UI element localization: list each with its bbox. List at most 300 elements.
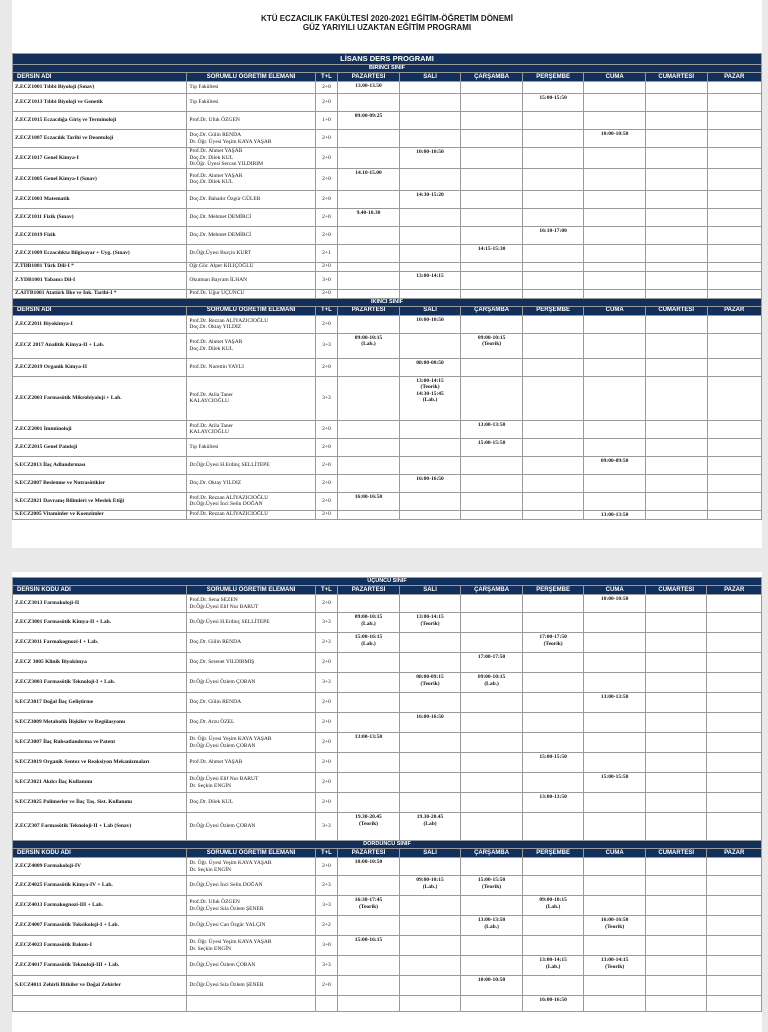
time-slot bbox=[645, 976, 707, 996]
credit-tl: 2+2 bbox=[315, 916, 338, 936]
time-slot bbox=[461, 633, 523, 653]
time-slot-line: 10:00-10:50 bbox=[354, 859, 383, 865]
time-slot-line: 9.40-10.30 bbox=[356, 209, 381, 216]
time-slot bbox=[584, 271, 646, 289]
time-slot-line: 09:00-10:15 bbox=[477, 674, 506, 680]
time-slot bbox=[399, 976, 461, 996]
course-row bbox=[13, 148, 762, 169]
time-slot bbox=[338, 876, 400, 896]
time-slot bbox=[338, 793, 400, 813]
instructor-name: Dr.Öğr.Üyesi Sıla Özlem ŞENER bbox=[189, 905, 264, 912]
instructor-name: Prof.Dr. Sena SEZEN bbox=[189, 597, 238, 603]
time-slot bbox=[338, 208, 400, 226]
time-slot bbox=[461, 82, 523, 94]
time-slot bbox=[584, 190, 646, 208]
course-name: Z.ECZ1007 Eczacılık Tarihi ve Deontoloji bbox=[13, 130, 187, 148]
time-slot bbox=[707, 793, 762, 813]
time-slot bbox=[707, 492, 762, 510]
course-row bbox=[13, 226, 762, 244]
time-slot bbox=[522, 936, 584, 956]
time-slot bbox=[461, 358, 523, 376]
time-slot-line: 14.10-15.00 bbox=[355, 169, 382, 176]
time-slot bbox=[461, 262, 523, 271]
course-row bbox=[13, 208, 762, 226]
time-slot bbox=[584, 456, 646, 474]
time-slot bbox=[461, 112, 523, 130]
instructor-name: Prof.Dr. Ahmet YAŞAR bbox=[189, 148, 243, 154]
time-slot bbox=[338, 438, 400, 456]
time-slot bbox=[399, 271, 461, 289]
header-day: CUMARTESİ bbox=[645, 586, 707, 595]
instructor-cell bbox=[187, 876, 315, 896]
time-slot bbox=[645, 753, 707, 773]
time-slot-line: 10:00-10:50 bbox=[600, 131, 629, 137]
time-slot bbox=[461, 333, 523, 358]
course-name: Z.ECZ1001 Tıbbi Biyoloji (Sınav) bbox=[13, 82, 187, 94]
time-slot-line: 09:00-10:15 bbox=[354, 614, 383, 620]
time-slot bbox=[338, 976, 400, 996]
instructor-name: Doç.Dr. Serenet YILDIRMIŞ bbox=[189, 659, 255, 666]
section-title: İKİNCİ SINIF bbox=[13, 298, 762, 306]
time-slot bbox=[584, 168, 646, 190]
instructor-name: Dr.Öğr.Üyesi Özlem ÇOBAN bbox=[189, 679, 256, 686]
course-name: Z.ECZ4007 Farmasötik Toksikoloji-I + Lab. bbox=[13, 916, 187, 936]
time-slot bbox=[522, 244, 584, 262]
credit-tl: 2+0 bbox=[315, 226, 338, 244]
time-slot bbox=[338, 226, 400, 244]
schedule-table-top bbox=[12, 53, 762, 520]
course-name: Z.ECZ4025 Farmasötik Kimya-IV + Lab. bbox=[13, 876, 187, 896]
instructor-name: Dr.Öğr.Üyesi Özlem ÇOBAN bbox=[189, 823, 256, 830]
time-slot bbox=[645, 733, 707, 753]
credit-tl: 2+0 bbox=[315, 510, 338, 519]
time-slot bbox=[584, 148, 646, 169]
course-name: S.ECZ3025 Polimerler ve İlaç Taş. Sist. Kullanımı bbox=[13, 793, 187, 813]
time-slot bbox=[338, 936, 400, 956]
time-slot bbox=[707, 595, 762, 613]
instructor-name: Dr.Öğr. Üyesi Sercan YILDIRIM bbox=[189, 161, 263, 167]
instructor-name: Prof.Dr. Nurettin YAYLI bbox=[189, 363, 244, 370]
course-row bbox=[13, 420, 762, 438]
time-slot bbox=[399, 673, 461, 693]
time-slot bbox=[584, 333, 646, 358]
time-slot bbox=[338, 376, 400, 420]
credit-tl: 2+0 bbox=[315, 420, 338, 438]
course-row bbox=[13, 244, 762, 262]
time-slot bbox=[338, 148, 400, 169]
header-day: SALI bbox=[399, 849, 461, 858]
credit-tl: 2+0 bbox=[315, 190, 338, 208]
time-slot bbox=[707, 813, 762, 841]
credit-tl: 2+1 bbox=[315, 244, 338, 262]
time-slot bbox=[399, 858, 461, 876]
time-slot bbox=[338, 996, 400, 1012]
instructor-cell bbox=[187, 916, 315, 936]
time-slot bbox=[707, 613, 762, 633]
time-slot bbox=[461, 653, 523, 673]
time-slot bbox=[338, 773, 400, 793]
time-slot-line: (Teorik) bbox=[358, 820, 378, 827]
header-day: CUMARTESİ bbox=[645, 73, 707, 82]
time-slot-line: (Lab.) bbox=[361, 341, 376, 347]
time-slot bbox=[707, 896, 762, 916]
time-slot bbox=[584, 112, 646, 130]
time-slot bbox=[522, 733, 584, 753]
time-slot bbox=[522, 438, 584, 456]
time-slot bbox=[645, 289, 707, 298]
time-slot-line: 13.00-13.50 bbox=[355, 83, 382, 89]
credit-tl: 2+0 bbox=[315, 858, 338, 876]
instructor-cell bbox=[187, 190, 315, 208]
credit-tl: 2+0 bbox=[315, 773, 338, 793]
document-title-line-1: KTÜ ECZACILIK FAKÜLTESİ 2020-2021 EĞİTİM-ÖĞRETİM DÖNEMİ bbox=[261, 14, 513, 23]
credit-tl: 2+0 bbox=[315, 94, 338, 112]
course-row bbox=[13, 916, 762, 936]
course-name: Z.ECZ4009 Farmakoloji-IV bbox=[13, 858, 187, 876]
time-slot-line: (Teorik) bbox=[358, 903, 378, 910]
time-slot-line: 16:00-16:50 bbox=[539, 997, 567, 1003]
instructor-name: Doç.Dr. Dilek KUL bbox=[189, 345, 234, 352]
time-slot bbox=[645, 693, 707, 713]
time-slot-line: 13:00-14:15 bbox=[416, 272, 444, 279]
course-row bbox=[13, 289, 762, 298]
course-name: Z.AITB1001 Atatürk İlke ve İnk. Tarihi-I * bbox=[13, 289, 187, 298]
time-slot bbox=[399, 289, 461, 298]
time-slot bbox=[645, 773, 707, 793]
time-slot bbox=[461, 148, 523, 169]
time-slot bbox=[338, 896, 400, 916]
time-slot bbox=[461, 595, 523, 613]
course-name: Z.ECZ1015 Eczacılığa Giriş ve Terminoloji bbox=[13, 112, 187, 130]
time-slot bbox=[399, 916, 461, 936]
column-header-row bbox=[13, 73, 762, 82]
instructor-name: Dr.Öğr.Üyesi Can Özgür YALÇIN bbox=[189, 922, 266, 929]
course-row bbox=[13, 510, 762, 519]
instructor-cell bbox=[187, 208, 315, 226]
time-slot bbox=[522, 148, 584, 169]
time-slot bbox=[707, 333, 762, 358]
credit-tl: 2+0 bbox=[315, 358, 338, 376]
time-slot bbox=[707, 82, 762, 94]
instructor-cell bbox=[187, 492, 315, 510]
time-slot bbox=[522, 633, 584, 653]
course-row bbox=[13, 633, 762, 653]
header-day: PAZARTESİ bbox=[338, 586, 400, 595]
time-slot bbox=[645, 358, 707, 376]
time-slot bbox=[645, 633, 707, 653]
time-slot bbox=[461, 753, 523, 773]
time-slot-line: (Teorik) bbox=[420, 620, 440, 627]
time-slot bbox=[584, 733, 646, 753]
time-slot bbox=[522, 673, 584, 693]
time-slot-line: (Lab.) bbox=[422, 883, 438, 890]
time-slot-line: (Lab.) bbox=[361, 620, 376, 627]
course-name: S.ECZ3009 Metabolik İlişkiler ve Regülasyonu bbox=[13, 713, 187, 733]
course-row bbox=[13, 438, 762, 456]
instructor-cell bbox=[187, 333, 315, 358]
column-header-row bbox=[13, 849, 762, 858]
instructor-cell bbox=[187, 613, 315, 633]
course-row bbox=[13, 82, 762, 94]
instructor-name: Doç.Dr. Arzu ÖZEL bbox=[189, 719, 235, 726]
time-slot bbox=[522, 208, 584, 226]
header-day: PAZAR bbox=[707, 849, 762, 858]
time-slot bbox=[645, 112, 707, 130]
time-slot bbox=[399, 262, 461, 271]
time-slot bbox=[522, 976, 584, 996]
time-slot bbox=[338, 190, 400, 208]
time-slot bbox=[522, 858, 584, 876]
time-slot bbox=[707, 262, 762, 271]
time-slot-line: 09:00-09:50 bbox=[600, 457, 629, 464]
instructor-cell bbox=[187, 358, 315, 376]
credit-tl: 2+0 bbox=[315, 713, 338, 733]
time-slot bbox=[461, 858, 523, 876]
credit-tl: 3+3 bbox=[315, 896, 338, 916]
credit-tl: 2+0 bbox=[315, 208, 338, 226]
header-course: DERSİN ADI bbox=[13, 306, 187, 315]
section-band bbox=[13, 841, 762, 849]
time-slot bbox=[399, 333, 461, 358]
course-row bbox=[13, 168, 762, 190]
time-slot bbox=[338, 858, 400, 876]
time-slot bbox=[399, 733, 461, 753]
time-slot bbox=[645, 956, 707, 976]
time-slot bbox=[584, 492, 646, 510]
header-tl: T+L bbox=[315, 306, 338, 315]
instructor-name: Dr. Öğr. Üyesi Yeşim KAYA YAŞAR bbox=[189, 860, 272, 866]
time-slot bbox=[522, 333, 584, 358]
instructor-name: Okutman Bayram İLHAN bbox=[189, 276, 248, 283]
time-slot bbox=[707, 190, 762, 208]
time-slot bbox=[707, 858, 762, 876]
header-day: PERŞEMBE bbox=[522, 306, 584, 315]
time-slot bbox=[584, 896, 646, 916]
time-slot bbox=[399, 94, 461, 112]
time-slot bbox=[645, 653, 707, 673]
time-slot bbox=[461, 733, 523, 753]
time-slot bbox=[584, 94, 646, 112]
time-slot bbox=[399, 492, 461, 510]
instructor-cell bbox=[187, 673, 315, 693]
header-day: PAZARTESİ bbox=[338, 73, 400, 82]
time-slot bbox=[522, 713, 584, 733]
instructor-cell bbox=[187, 793, 315, 813]
time-slot bbox=[522, 420, 584, 438]
credit-tl: 1+0 bbox=[315, 112, 338, 130]
time-slot bbox=[645, 262, 707, 271]
course-row bbox=[13, 896, 762, 916]
course-name: Z.ECZ2019 Organik Kimya-II bbox=[13, 358, 187, 376]
time-slot bbox=[522, 793, 584, 813]
program-title: LİSANS DERS PROGRAMI bbox=[13, 54, 762, 65]
time-slot bbox=[461, 456, 523, 474]
time-slot bbox=[584, 713, 646, 733]
time-slot bbox=[461, 936, 523, 956]
instructor-cell bbox=[187, 456, 315, 474]
time-slot bbox=[645, 271, 707, 289]
instructor-cell bbox=[187, 693, 315, 713]
time-slot-line: 15:00-15:50 bbox=[539, 754, 567, 760]
course-name: Z.ECZ4023 Farmasötik Bakım-I bbox=[13, 936, 187, 956]
time-slot-line: 13:00-13:50 bbox=[354, 734, 383, 740]
time-slot bbox=[399, 112, 461, 130]
course-row bbox=[13, 773, 762, 793]
time-slot bbox=[399, 82, 461, 94]
time-slot-line: (Lab) bbox=[423, 820, 437, 827]
course-name: S.ECZ4011 Zehirli Bitkiler ve Doğal Zehirler bbox=[13, 976, 187, 996]
time-slot bbox=[338, 956, 400, 976]
course-row bbox=[13, 858, 762, 876]
time-slot-line: 16:10-17:00 bbox=[539, 227, 567, 234]
time-slot bbox=[522, 168, 584, 190]
time-slot bbox=[707, 474, 762, 492]
time-slot-line: 15:00-15:50 bbox=[539, 95, 567, 101]
time-slot bbox=[461, 474, 523, 492]
time-slot bbox=[707, 713, 762, 733]
header-day: PAZAR bbox=[707, 73, 762, 82]
time-slot bbox=[645, 858, 707, 876]
time-slot-line: (Lab.) bbox=[361, 640, 376, 647]
time-slot bbox=[584, 226, 646, 244]
course-name: Z.ECZ1013 Tıbbi Biyoloji ve Genetik bbox=[13, 94, 187, 112]
course-row bbox=[13, 613, 762, 633]
credit-tl: 2+0 bbox=[315, 733, 338, 753]
course-row bbox=[13, 996, 762, 1012]
time-slot bbox=[461, 693, 523, 713]
time-slot bbox=[338, 420, 400, 438]
column-header-row bbox=[13, 306, 762, 315]
instructor-cell bbox=[187, 595, 315, 613]
credit-tl: 2+0 bbox=[315, 438, 338, 456]
time-slot bbox=[522, 813, 584, 841]
time-slot bbox=[645, 130, 707, 148]
time-slot-line: (Lab.) bbox=[545, 963, 561, 970]
time-slot bbox=[522, 456, 584, 474]
credit-tl: 2+3 bbox=[315, 633, 338, 653]
credit-tl: 2+0 bbox=[315, 262, 338, 271]
time-slot-line: 15:00-15:50 bbox=[477, 877, 506, 883]
time-slot bbox=[338, 94, 400, 112]
time-slot-line: 13:00-13:50 bbox=[600, 694, 629, 700]
time-slot bbox=[338, 168, 400, 190]
section-band bbox=[13, 298, 762, 306]
time-slot bbox=[707, 673, 762, 693]
time-slot bbox=[645, 613, 707, 633]
time-slot bbox=[584, 773, 646, 793]
instructor-cell bbox=[187, 226, 315, 244]
time-slot bbox=[338, 595, 400, 613]
time-slot bbox=[522, 262, 584, 271]
header-day: PERŞEMBE bbox=[522, 73, 584, 82]
time-slot-line: (Lab.) bbox=[422, 397, 438, 403]
instructor-cell bbox=[187, 773, 315, 793]
credit-tl: 3+3 bbox=[315, 813, 338, 841]
time-slot bbox=[399, 876, 461, 896]
time-slot-line: 10:00-10:50 bbox=[477, 977, 506, 983]
instructor-cell bbox=[187, 976, 315, 996]
time-slot bbox=[338, 271, 400, 289]
time-slot bbox=[461, 916, 523, 936]
time-slot-line: 09:00-09:25 bbox=[354, 113, 383, 119]
time-slot bbox=[399, 148, 461, 169]
time-slot bbox=[338, 130, 400, 148]
header-course: DERSİN KODU ADI bbox=[13, 849, 187, 858]
course-row bbox=[13, 333, 762, 358]
course-row bbox=[13, 713, 762, 733]
time-slot bbox=[522, 613, 584, 633]
time-slot-line: 16:00-16:50 bbox=[416, 714, 444, 720]
time-slot-line: 15:00-15:50 bbox=[600, 774, 629, 780]
section-title: DÖRDÜNCÜ SINIF bbox=[13, 841, 762, 849]
course-name: Z.ECZ 2017 Analitik Kimya-II + Lab. bbox=[13, 333, 187, 358]
instructor-name: Tıp Fakültesi bbox=[189, 99, 219, 106]
title-block bbox=[12, 14, 762, 32]
course-row bbox=[13, 733, 762, 753]
time-slot bbox=[522, 996, 584, 1012]
time-slot-line: 10:00-10:50 bbox=[600, 596, 629, 602]
time-slot bbox=[645, 876, 707, 896]
course-row bbox=[13, 673, 762, 693]
time-slot bbox=[461, 510, 523, 519]
time-slot-line: 15:00-16:15 bbox=[354, 634, 383, 640]
time-slot bbox=[461, 130, 523, 148]
course-name: Z.ECZ2015 Genel Patoloji bbox=[13, 438, 187, 456]
instructor-cell bbox=[187, 94, 315, 112]
instructor-name: Prof.Dr. Ufuk ÖZGEN bbox=[189, 899, 240, 905]
course-name: Z.ECZ1003 Matematik bbox=[13, 190, 187, 208]
header-day: ÇARŞAMBA bbox=[461, 849, 523, 858]
instructor-name: Doç.Dr. Dilek KUL bbox=[189, 179, 234, 185]
instructor-cell bbox=[187, 271, 315, 289]
time-slot bbox=[522, 773, 584, 793]
course-name: S.ECZ3007 İlaç Ruhsatlandırma ve Patent bbox=[13, 733, 187, 753]
course-name: Z.ECZ3013 Farmakoloji-II bbox=[13, 595, 187, 613]
time-slot bbox=[399, 376, 461, 420]
credit-tl: 2+3 bbox=[315, 876, 338, 896]
time-slot bbox=[461, 420, 523, 438]
course-name: Z.ECZ1017 Genel Kimya-I bbox=[13, 148, 187, 169]
instructor-name: Doç.Dr. Oktay YILDIZ bbox=[189, 479, 242, 486]
time-slot bbox=[584, 376, 646, 420]
time-slot bbox=[522, 315, 584, 333]
instructor-cell bbox=[187, 82, 315, 94]
time-slot bbox=[707, 916, 762, 936]
instructor-cell bbox=[187, 376, 315, 420]
time-slot bbox=[461, 271, 523, 289]
course-name: S.ECZ2007 Beslenme ve Nutrasötikler bbox=[13, 474, 187, 492]
time-slot bbox=[707, 112, 762, 130]
credit-tl: 3+3 bbox=[315, 956, 338, 976]
time-slot bbox=[338, 333, 400, 358]
time-slot bbox=[522, 376, 584, 420]
time-slot-line: 16:00-16:50 bbox=[416, 475, 444, 482]
time-slot bbox=[707, 94, 762, 112]
credit-tl: 2+0 bbox=[315, 793, 338, 813]
time-slot bbox=[584, 82, 646, 94]
time-slot bbox=[584, 876, 646, 896]
instructor-name: Doç.Dr. Mehmet DEMİRCİ bbox=[189, 213, 252, 220]
header-tl: T+L bbox=[315, 849, 338, 858]
time-slot bbox=[645, 813, 707, 841]
time-slot bbox=[338, 244, 400, 262]
time-slot bbox=[399, 358, 461, 376]
course-row bbox=[13, 492, 762, 510]
time-slot bbox=[645, 333, 707, 358]
time-slot-line: (Lab.) bbox=[484, 680, 499, 687]
header-day: PAZARTESİ bbox=[338, 849, 400, 858]
time-slot-line: (Lab.) bbox=[545, 903, 561, 910]
